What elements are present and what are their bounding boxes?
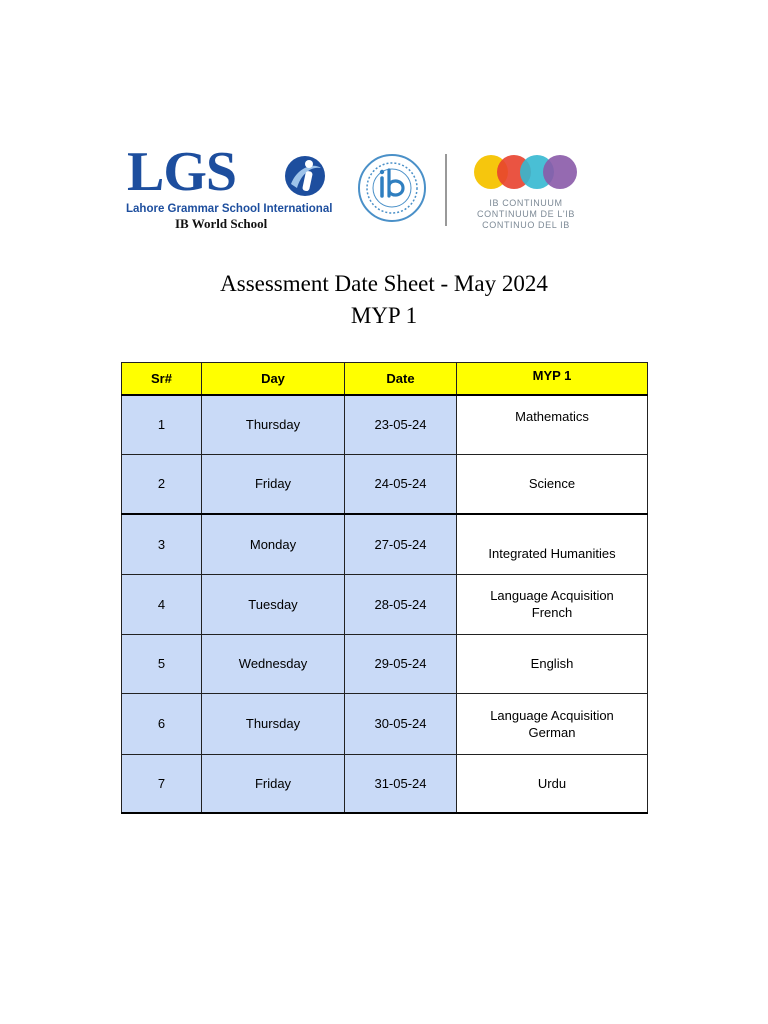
table-row (122, 395, 648, 454)
cell-date: 30-05-24 (345, 693, 457, 754)
table-row (122, 634, 648, 693)
cell-sr: 1 (122, 395, 202, 454)
lgs-world-school: IB World School (175, 216, 268, 231)
subject-line: Science (528, 476, 576, 492)
cell-subject (457, 693, 648, 754)
table-row (122, 514, 648, 574)
subject-line: English (530, 656, 574, 671)
header-myp1: MYP 1 (457, 363, 648, 396)
header-logos (125, 141, 585, 232)
table-row (122, 574, 648, 634)
table-row (122, 693, 648, 754)
cell-subject (457, 634, 648, 693)
subject-line: Urdu (537, 775, 567, 791)
table-header-row (122, 363, 648, 396)
subject-line: Language Acquisition (490, 707, 614, 723)
cell-day: Tuesday (202, 574, 345, 634)
ib-continuum-logo (471, 154, 581, 232)
cell-sr: 7 (122, 754, 202, 813)
lgs-i-icon (283, 154, 327, 198)
cell-sr: 5 (122, 634, 202, 693)
cell-date: 29-05-24 (345, 634, 457, 693)
cell-day: Thursday (202, 395, 345, 454)
logo-divider (445, 154, 447, 226)
header-sr: Sr# (122, 363, 202, 396)
continuum-text: IB CONTINUUM CONTINUUM DE L'IB CONTINUO DEL IB (477, 198, 575, 230)
cell-sr: 4 (122, 574, 202, 634)
page-subtitle: MYP 1 (350, 303, 418, 328)
cell-subject (457, 454, 648, 514)
ib-seal-icon (356, 152, 428, 224)
lgs-school-name: Lahore Grammar School International (126, 203, 333, 215)
cell-sr: 6 (122, 693, 202, 754)
lgs-logo (125, 141, 333, 231)
header-day: Day (202, 363, 345, 396)
cell-day: Friday (202, 454, 345, 514)
subject-line: Mathematics (515, 409, 589, 424)
cell-day: Monday (202, 514, 345, 574)
cell-sr: 2 (122, 454, 202, 514)
cell-date: 23-05-24 (345, 395, 457, 454)
continuum-circles-icon (471, 154, 581, 192)
subject-line: German (528, 724, 576, 740)
cell-subject (457, 514, 648, 574)
cell-date: 31-05-24 (345, 754, 457, 813)
page-title: Assessment Date Sheet - May 2024 (220, 271, 548, 296)
header-date: Date (345, 363, 457, 396)
cell-subject (457, 574, 648, 634)
cell-sr: 3 (122, 514, 202, 574)
lgs-wordmark: LGS (127, 141, 237, 203)
subject-line: French (531, 605, 573, 620)
cell-day: Wednesday (202, 634, 345, 693)
cell-subject (457, 754, 648, 813)
table-row (122, 754, 648, 813)
subject-line: Integrated Humanities (488, 545, 616, 561)
cell-subject (457, 395, 648, 454)
cell-day: Thursday (202, 693, 345, 754)
date-sheet-table (121, 362, 648, 814)
subject-line: Language Acquisition (490, 588, 614, 603)
cell-day: Friday (202, 754, 345, 813)
cell-date: 28-05-24 (345, 574, 457, 634)
cell-date: 24-05-24 (345, 454, 457, 514)
cell-date: 27-05-24 (345, 514, 457, 574)
table-row (122, 454, 648, 514)
